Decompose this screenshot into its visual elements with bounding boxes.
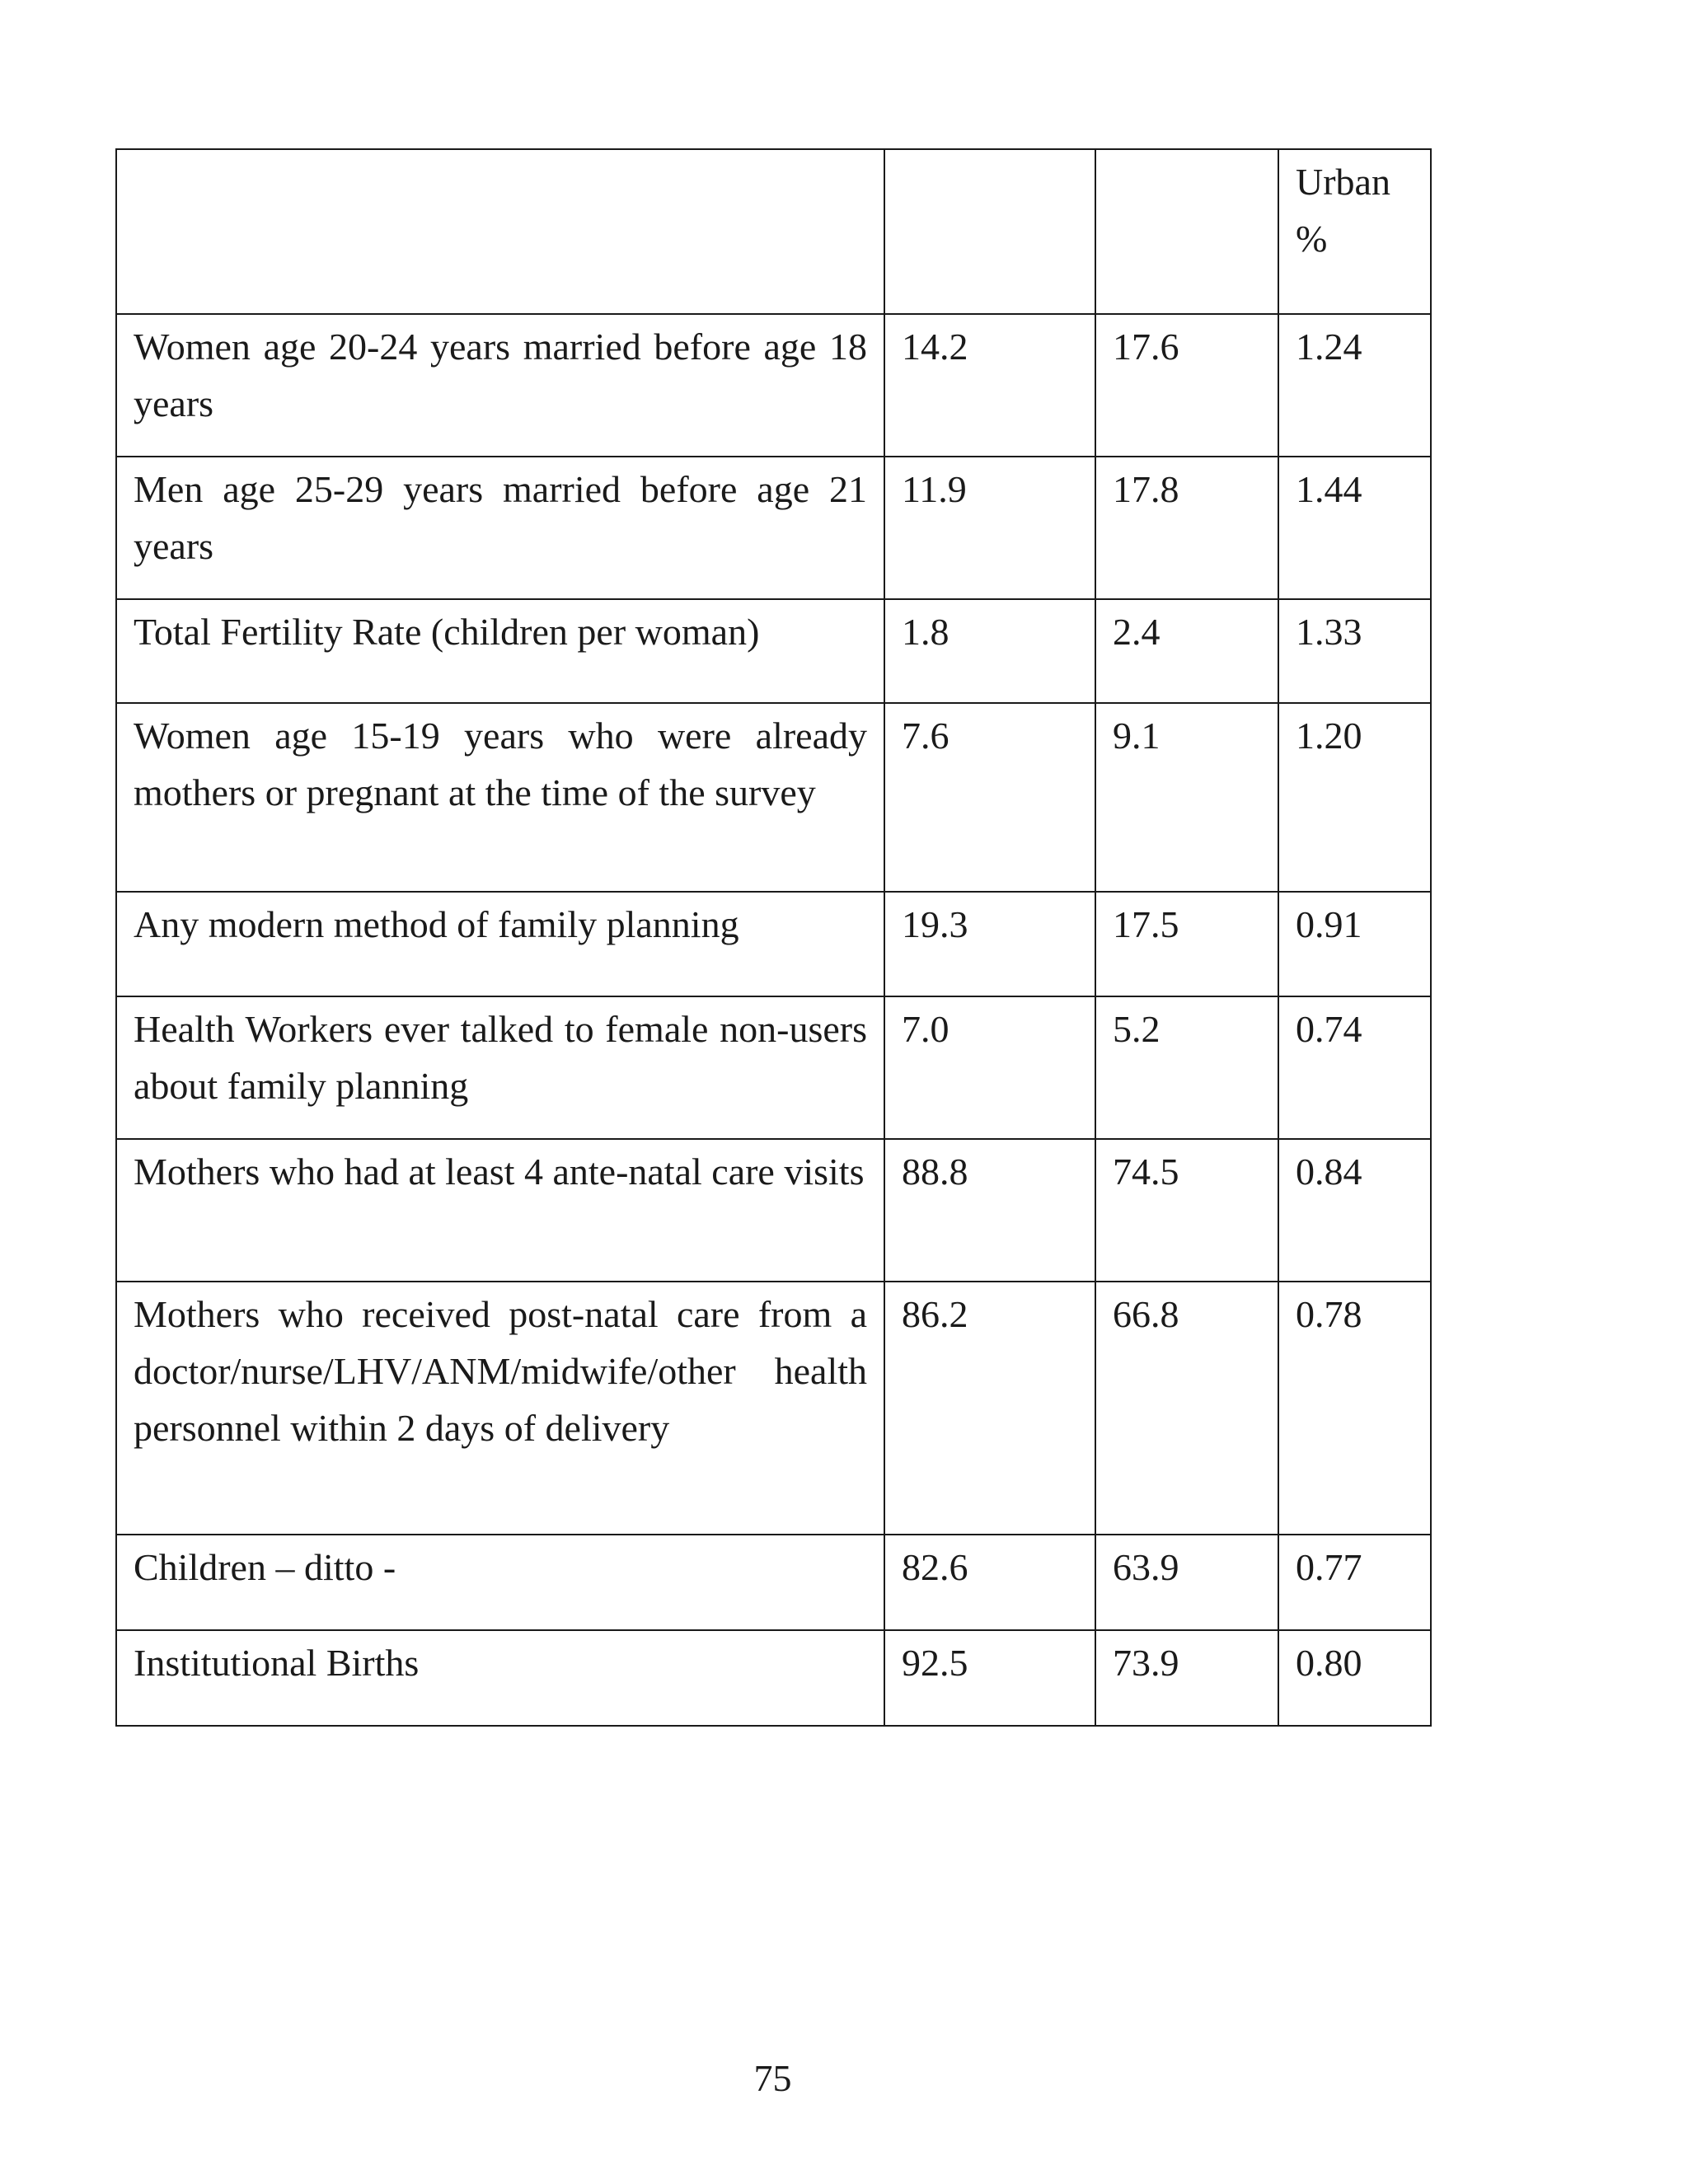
row-value-2: 17.5 (1095, 892, 1278, 996)
row-value-3: 1.24 (1278, 314, 1431, 457)
table-row (116, 996, 1431, 1139)
data-table (115, 148, 1432, 1727)
header-urban-label: Urban (1296, 161, 1390, 203)
table-row (116, 457, 1431, 599)
row-value-1: 92.5 (884, 1630, 1095, 1726)
row-value-2: 9.1 (1095, 703, 1278, 892)
table-row (116, 703, 1431, 892)
row-value-2: 17.8 (1095, 457, 1278, 599)
table-row (116, 599, 1431, 703)
page-number: 75 (753, 2057, 792, 2099)
header-percent-label: % (1296, 218, 1328, 260)
header-col1-cell (884, 149, 1095, 314)
table-row (116, 1630, 1431, 1726)
row-value-2: 73.9 (1095, 1630, 1278, 1726)
table-row (116, 314, 1431, 457)
row-label: Women age 20-24 years married before age 18 years (116, 314, 884, 457)
row-value-3: 1.33 (1278, 599, 1431, 703)
row-value-3: 0.74 (1278, 996, 1431, 1139)
row-value-1: 19.3 (884, 892, 1095, 996)
row-value-1: 82.6 (884, 1535, 1095, 1630)
row-value-3: 0.91 (1278, 892, 1431, 996)
row-value-2: 63.9 (1095, 1535, 1278, 1630)
table-row (116, 1139, 1431, 1282)
row-value-3: 1.44 (1278, 457, 1431, 599)
row-value-2: 66.8 (1095, 1282, 1278, 1535)
row-value-1: 7.0 (884, 996, 1095, 1139)
row-value-3: 1.20 (1278, 703, 1431, 892)
table-row (116, 1535, 1431, 1630)
row-label: Men age 25-29 years married before age 21 years (116, 457, 884, 599)
row-label: Health Workers ever talked to female non-users about family planning (116, 996, 884, 1139)
table-row (116, 1282, 1431, 1535)
header-label-cell (116, 149, 884, 314)
row-value-1: 14.2 (884, 314, 1095, 457)
row-value-1: 88.8 (884, 1139, 1095, 1282)
row-label: Women age 15-19 years who were already mothers or pregnant at the time of the survey (116, 703, 884, 892)
row-label: Institutional Births (116, 1630, 884, 1726)
row-value-1: 86.2 (884, 1282, 1095, 1535)
table-row (116, 892, 1431, 996)
header-urban-cell (1278, 149, 1431, 314)
row-value-3: 0.80 (1278, 1630, 1431, 1726)
header-row (116, 149, 1431, 314)
row-value-2: 2.4 (1095, 599, 1278, 703)
row-label: Any modern method of family planning (116, 892, 884, 996)
row-label-line-1: Mothers who received post-natal care from a (134, 1293, 867, 1335)
row-value-1: 11.9 (884, 457, 1095, 599)
row-value-3: 0.77 (1278, 1535, 1431, 1630)
row-value-2: 5.2 (1095, 996, 1278, 1139)
row-label: Children – ditto - (116, 1535, 884, 1630)
row-value-2: 17.6 (1095, 314, 1278, 457)
row-label (116, 1282, 884, 1535)
row-label-line-2: doctor/nurse/LHV/ANM/midwife/other health personnel within 2 days of delivery (134, 1350, 867, 1449)
row-value-3: 0.84 (1278, 1139, 1431, 1282)
row-label: Mothers who had at least 4 ante-natal care visits (116, 1139, 884, 1282)
row-label: Total Fertility Rate (children per woman) (116, 599, 884, 703)
header-col2-cell (1095, 149, 1278, 314)
row-value-1: 7.6 (884, 703, 1095, 892)
row-value-3: 0.78 (1278, 1282, 1431, 1535)
row-value-2: 74.5 (1095, 1139, 1278, 1282)
row-value-1: 1.8 (884, 599, 1095, 703)
